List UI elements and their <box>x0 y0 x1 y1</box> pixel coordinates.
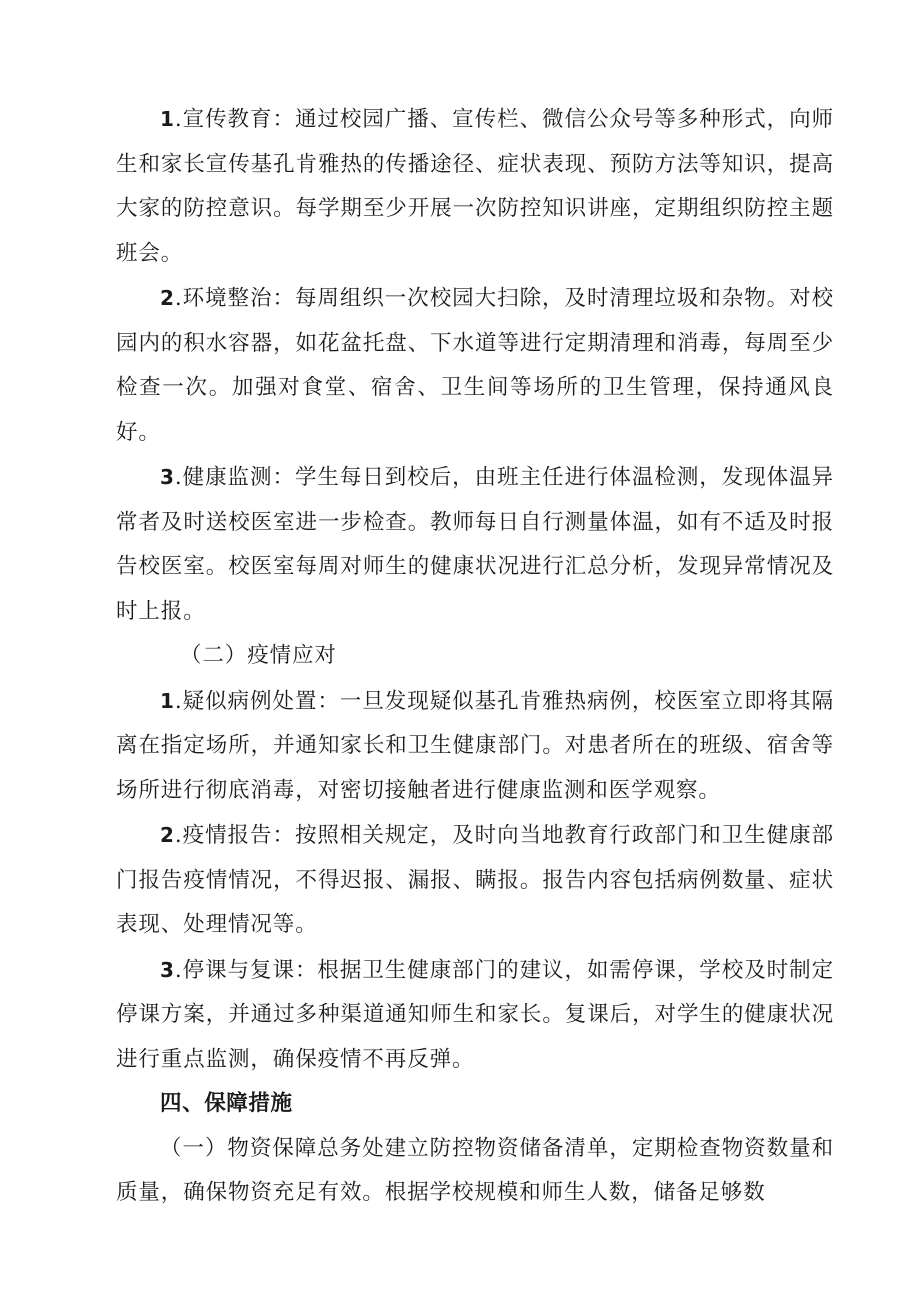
paragraph-material-supplies: （一）物资保障总务处建立防控物资储备清单，定期检查物资数量和质量，确保物资充足有效。根据学校规模和师生人数，储备足够数 <box>116 1135 834 1205</box>
paragraph-text: .疫情报告：按照相关规定，及时向当地教育行政部门和卫生健康部门报告疫情情况，不得迟报、漏报、瞒报。报告内容包括病例数量、症状表现、处理情况等。 <box>116 823 834 937</box>
item-number: 2 <box>160 823 175 847</box>
paragraph-environment-cleanup <box>116 276 834 455</box>
item-number: 1 <box>160 688 175 713</box>
paragraph-text: .健康监测：学生每日到校后，由班主任进行体温检测，发现体温异常者及时送校医室进一步检查。教师每日自行测量体温，如有不适及时报告校医室。校医室每周对师生的健康状况进行汇总分析，发现异常情况及时上报。 <box>116 465 834 624</box>
paragraph-epidemic-report <box>116 813 834 948</box>
paragraph-suspend-resume-classes <box>116 948 834 1083</box>
paragraph-publicity-education <box>116 97 834 276</box>
item-number: 3 <box>160 465 175 489</box>
document-body <box>116 97 834 1216</box>
paragraph-text: .环境整治：每周组织一次校园大扫除，及时清理垃圾和杂物。对校园内的积水容器，如花盆托盘、下水道等进行定期清理和消毒，每周至少检查一次。加强对食堂、宿舍、卫生间等场所的卫生管理，保持通风良好。 <box>116 286 834 445</box>
section-heading-safeguards: 四、保障措施 <box>160 1091 293 1116</box>
item-number: 2 <box>160 286 175 310</box>
item-number: 3 <box>160 957 175 982</box>
paragraph-health-monitoring <box>116 455 834 634</box>
paragraph-text: .宣传教育：通过校园广播、宣传栏、微信公众号等多种形式，向师生和家长宣传基孔肯雅热的传播途径、症状表现、预防方法等知识，提高大家的防控意识。每学期至少开展一次防控知识讲座，定期组织防控主题班会。 <box>116 107 834 266</box>
paragraph-suspected-case <box>116 679 834 814</box>
subheading-epidemic-response: （二）疫情应对 <box>180 643 337 668</box>
item-number: 1 <box>160 107 175 131</box>
paragraph-text: .停课与复课：根据卫生健康部门的建议，如需停课，学校及时制定停课方案，并通过多种渠道通知师生和家长。复课后，对学生的健康状况进行重点监测，确保疫情不再反弹。 <box>116 957 834 1072</box>
paragraph-text: .疑似病例处置：一旦发现疑似基孔肯雅热病例，校医室立即将其隔离在指定场所，并通知家长和卫生健康部门。对患者所在的班级、宿舍等场所进行彻底消毒，对密切接触者进行健康监测和医学观察。 <box>116 688 834 803</box>
